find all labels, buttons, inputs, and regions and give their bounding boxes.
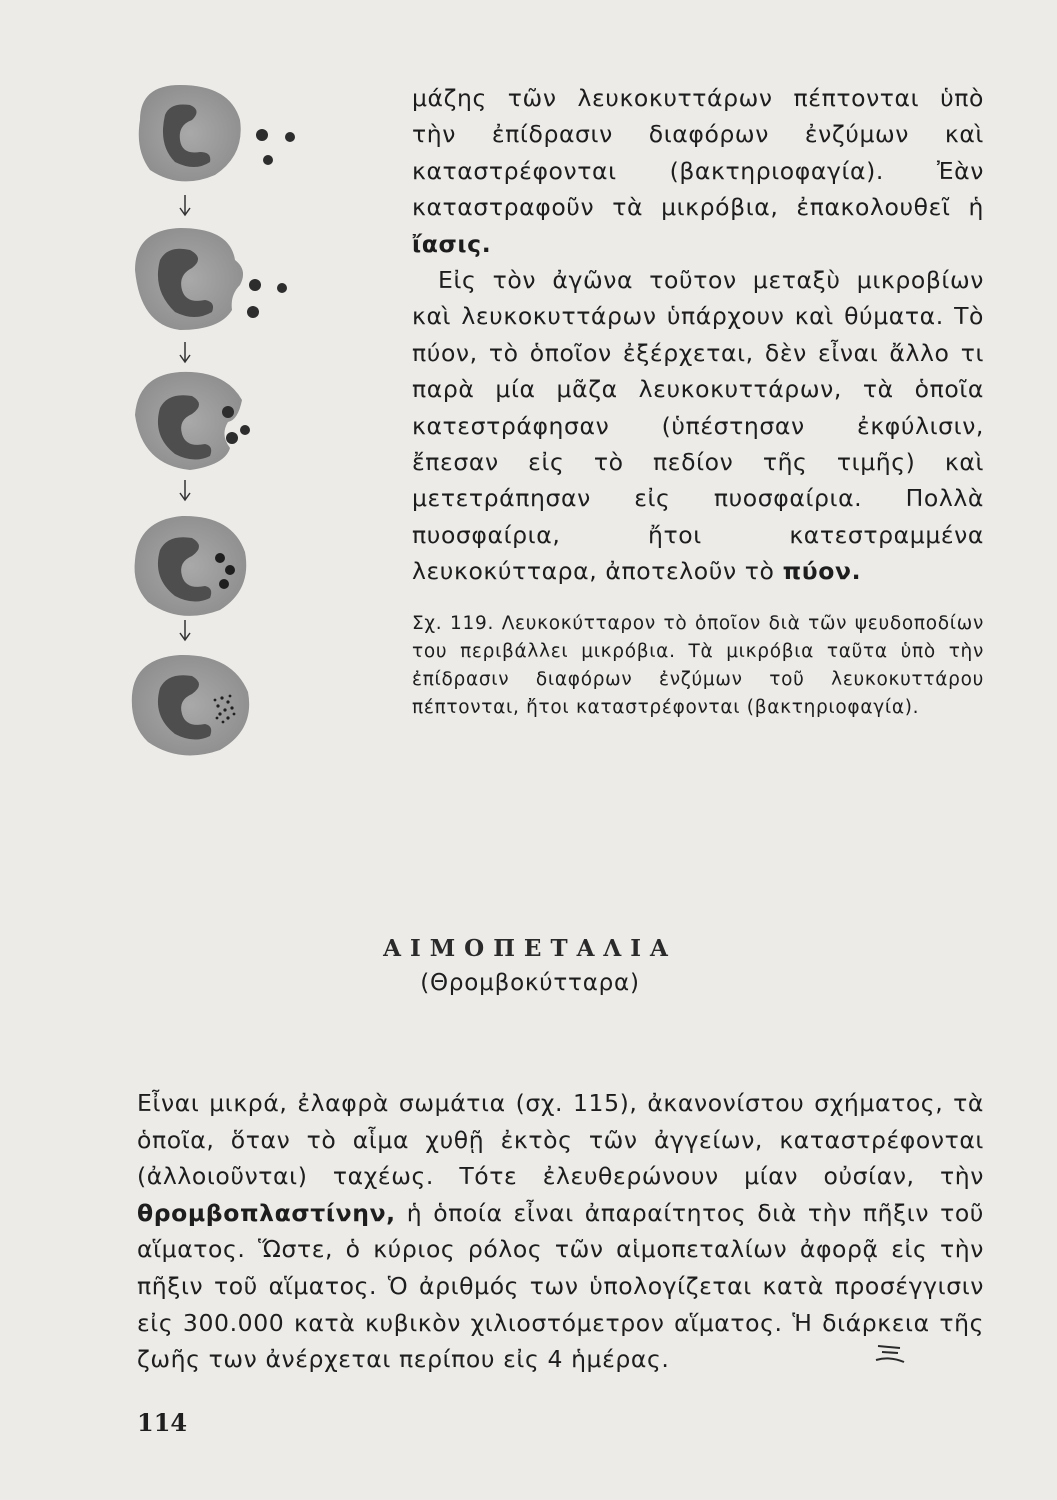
arrow-down-icon (180, 342, 190, 362)
leukocyte-stage-5 (132, 655, 249, 755)
leukocyte-illustration (120, 80, 320, 820)
leukocyte-stage-3 (135, 372, 250, 470)
figure-119-phagocytosis-sequence (120, 80, 320, 820)
microbe (249, 279, 261, 291)
paragraph-text: ἡ ὁποία εἶναι ἀπαραίτητος διὰ τὴν πῆξιν τοῦ αἵματος. Ὥστε, ὁ κύριος ρόλος τῶν αἱμοπεταλίων ἀφορᾷ εἰς τὴν πῆξιν τοῦ αἵματος. Ὁ ἀριθμός των ὑπολογίζεται κατὰ προσέγγισιν εἰς 300.000 κατὰ κυβικὸν χιλιοστόμετρον αἵματος. Ἡ διάρκεια τῆς ζωῆς των ἀνέρχεται περίπου εἰς 4 ἡμέρας. (137, 1198, 984, 1374)
section-heading: ΑΙΜΟΠΕΤΑΛΙΑ (383, 935, 677, 962)
microbe (285, 132, 295, 142)
arrow-down-icon (180, 195, 190, 215)
microbe (215, 553, 225, 563)
microbe (277, 283, 287, 293)
leukocyte-stage-2 (135, 228, 287, 330)
main-body-text (137, 1085, 984, 1378)
microbe (247, 306, 259, 318)
paragraph-text: Εἶναι μικρά, ἐλαφρὰ σωμάτια (σχ. 115), ἀκανονίστου σχήματος, τὰ ὁποῖα, ὅταν τὸ αἷμα χυθῇ ἐκτὸς τῶν ἀγγείων, καταστρέφονται (ἀλλοιοῦνται) ταχέως. Τότε ἐλευθερώνουν μίαν οὐσίαν, τὴν (137, 1089, 984, 1191)
pen-mark-icon (872, 1340, 908, 1366)
paragraph-bacteriophagy (412, 80, 984, 262)
bold-term-thromboplastin: θρομβοπλαστίνην, (137, 1198, 396, 1227)
caption-text: Σχ. 119. Λευκοκύτταρον τὸ ὁποῖον διὰ τῶν ψευδοποδίων του περιβάλλει μικρόβια. Τὰ μικρόβια ταῦτα ὑπὸ τὴν ἐπίδρασιν διαφόρων ἐνζύμων τοῦ λευκοκυττάρου πέπτονται, ἤτοι καταστρέφονται (βακτηριοφαγία). (412, 613, 984, 718)
microbe (240, 425, 250, 435)
bold-term-iasis: ἴασις. (412, 229, 492, 258)
microbe (222, 406, 234, 418)
microbe (263, 155, 273, 165)
leukocyte-stage-4 (135, 516, 247, 616)
microbe (226, 432, 238, 444)
right-column-text (412, 80, 984, 590)
leukocyte-stage-1 (139, 85, 295, 181)
page-number: 114 (137, 1408, 188, 1437)
section-subheading: (Θρομβοκύτταρα) (420, 970, 640, 996)
paragraph-pus (412, 262, 984, 590)
arrow-down-icon (180, 480, 190, 500)
figure-caption (412, 610, 984, 722)
bold-term-pyon: πύον. (782, 557, 862, 586)
paragraph-text: Εἰς τὸν ἀγῶνα τοῦτον μεταξὺ μικροβίων καὶ λευκοκυττάρων ὑπάρχουν καὶ θύματα. Τὸ πύον, τὸ ὁποῖον ἐξέρχεται, δὲν εἶναι ἄλλο τι παρὰ μία μᾶζα λευκοκυττάρων, τὰ ὁποῖα κατεστράφησαν (ὑπέστησαν ἐκφύλισιν, ἔπεσαν εἰς τὸ πεδίον τῆς τιμῆς) καὶ μετετράπησαν εἰς πυοσφαίρια. Πολλὰ πυοσφαίρια, ἤτοι κατεστραμμένα λευκοκύτταρα, ἀποτελοῦν τὸ (412, 266, 984, 586)
paragraph-text: μάζης τῶν λευκοκυττάρων πέπτονται ὑπὸ τὴν ἐπίδρασιν διαφόρων ἐνζύμων καὶ καταστρέφονται (βακτηριοφαγία). Ἐὰν καταστραφοῦν τὰ μικρόβια, ἐπακολουθεῖ ἡ (412, 84, 984, 222)
microbe (219, 579, 229, 589)
paragraph-platelets (137, 1085, 984, 1378)
microbe (225, 565, 235, 575)
microbe (256, 129, 268, 141)
arrow-down-icon (180, 620, 190, 640)
